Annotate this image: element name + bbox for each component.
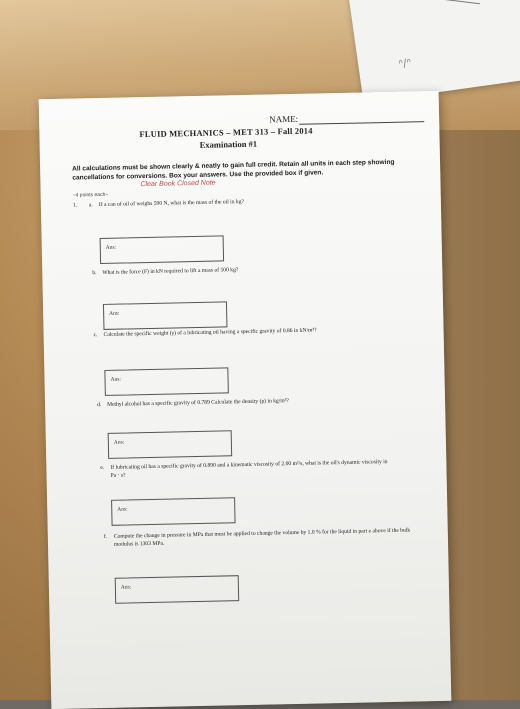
answer-label: Ans: [110,376,121,383]
question-c-label: c. [93,332,98,339]
answer-box-a[interactable] [100,235,225,264]
instructions: All calculations must be shown clearly & neatly to gain full credit. Retain all units in each step showing cancellations for conversions. Box your answers. Use the provided box if given. [72,158,395,182]
pen-mark [420,0,480,4]
question-a-text: If a can of oil of weighs 590 N, what is the mass of the oil in kg? [98,198,245,209]
question-b-text: What is the force (F) in kN required to lift a mass of 500 kg? [102,267,239,276]
answer-box-e[interactable] [111,497,236,526]
answer-label: Ans: [117,506,128,513]
answer-box-c[interactable] [104,367,229,396]
question-d-text: Methyl alcohol has a specific gravity of 0.789 Calculate the density (ρ) in kg/m³? [107,398,289,408]
course-title: FLUID MECHANICS – MET 313 – Fall 2014 [139,125,313,140]
question-f-label: f. [103,533,108,540]
question-d-label: d. [97,402,102,409]
question-f-text: Compute the change in pressure in MPa that must be applied to change the volume by 1.0 % for the liquid in part e above if the bulk modulus is 1303 MPa. [113,527,411,548]
background-scribble: ᐢ/ᐢ [397,55,413,72]
question-number: 1. [72,202,78,209]
name-line [299,121,424,125]
name-label: NAME: [269,113,299,125]
answer-label: Ans: [120,584,132,591]
question-e-text: If lubricating oil has a specific gravity of 0.890 and a kinematic viscosity of 2.00 m²/s, what is the oil's dynamic viscosity in Pa · s? [110,459,388,479]
answer-label: Ans: [105,244,117,251]
answer-label: Ans: [113,439,125,446]
handwritten-note: Clear Book Closed Note [140,179,216,189]
exam-paper [39,91,452,709]
answer-label: Ans: [109,310,120,317]
question-a-label: a. [88,202,93,209]
exam-title: Examination #1 [199,138,258,150]
answer-box-f[interactable] [115,575,240,604]
question-c-text: Calculate the specific weight (γ) of a lubricating oil having a specific gravity of 0.86 in kN/m³? [103,327,317,338]
points-note: ~4 points each~ [72,191,109,199]
answer-box-d[interactable] [108,430,233,459]
answer-box-b[interactable] [103,301,228,330]
question-b-label: b. [92,270,97,277]
question-e-label: e. [100,464,105,472]
